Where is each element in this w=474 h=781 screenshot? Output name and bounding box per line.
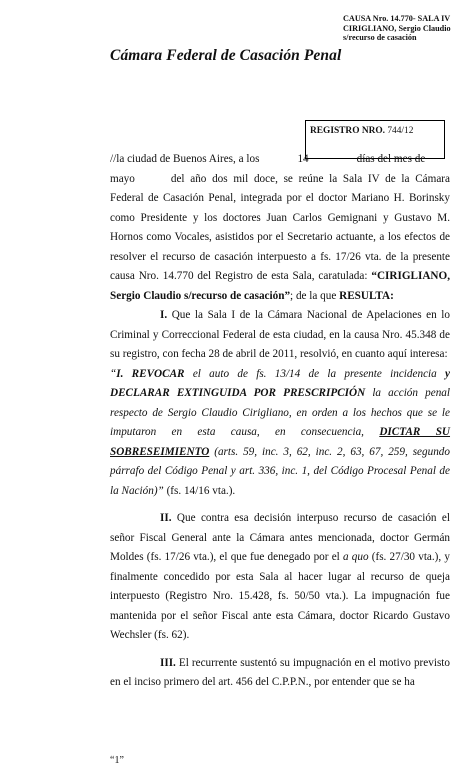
month-value: mayo	[110, 172, 135, 185]
case-caption: “CIRIGLIANO, Sergio Claudio s/recurso de casación”	[110, 270, 450, 302]
court-title: Cámara Federal de Casación Penal	[110, 47, 342, 64]
page-number: “1”	[110, 755, 124, 766]
paragraph-ii: II. Que contra esa decisión interpuso recurso de casación el señor Fiscal General ante la Cámara antes mencionada, doctor Germán Moldes (fs. 17/26 vta.), el que fue denegado por el a quo (fs. 27/30 vta.), y finalmente concedido por esta Sala al hacer lugar al recurso de queja interpuesto (Registro Nro. 15.428, fs. 50/50 vta.). La impugnación fue mantenida por el señor Fiscal ante esta Cámara, doctor Ricardo Gustavo Wechsler (fs. 62).	[110, 512, 450, 641]
case-number: CAUSA Nro. 14.770- SALA IV	[343, 14, 451, 23]
case-reference	[343, 14, 468, 43]
case-subject: s/recurso de casación	[343, 33, 417, 43]
paragraph-iii: III. El recurrente sustentó su impugnación en el motivo previsto en el inciso primero del art. 456 del C.P.P.N., por entender que se ha	[110, 656, 450, 688]
registro-text	[310, 126, 413, 136]
paragraph-i: I. Que la Sala I de la Cámara Nacional de Apelaciones en lo Criminal y Correccional Federal de esta ciudad, en la causa Nro. 45.348 de su registro, con fecha 28 de abril de 2011, resolvió, en cuanto aquí interesa:	[110, 309, 450, 360]
registro-label: REGISTRO NRO.	[310, 126, 386, 136]
document-body	[110, 150, 450, 693]
day-value: 14	[297, 153, 309, 165]
case-party: CIRIGLIANO, Sergio Claudio	[343, 23, 451, 33]
quoted-resolution: “I. REVOCAR el auto de fs. 13/14 de la presente incidencia y DECLARAR EXTINGUIDA POR PRESCRIPCIÓN la acción penal respecto de Sergio Claudio Cirigliano, en orden a los hechos que se le imputaron en esta causa, en consecuencia, DICTAR SU SOBRESEIMIENTO (arts. 59, inc. 3, 62, inc. 2, 63, 67, 259, segundo párrafo del Código Penal y art. 336, inc. 1, del Código Procesal Penal de la Nación)” (fs. 14/16 vta.).	[110, 367, 451, 497]
registro-number: 744/12	[387, 126, 414, 136]
resulta-heading: RESULTA:	[339, 289, 394, 302]
paragraph-intro: //la ciudad de Buenos Aires, a los 14 días del mes de mayo del año dos mil doce, se reúne la Sala IV de la Cámara Federal de Casación Penal, integrada por el doctor Mariano H. Borinsky como Presidente y los doctores Juan Carlos Gemignani y Gustavo M. Hornos como Vocales, asistidos por el Secretario actuante, a los efectos de resolver el recurso de casación interpuesto a fs. 17/26 vta. de la presente causa Nro. 14.770 del Registro de esta Sala, caratulada: “CIRIGLIANO, Sergio Claudio s/recurso de casación”; de la que RESULTA:	[110, 153, 450, 302]
